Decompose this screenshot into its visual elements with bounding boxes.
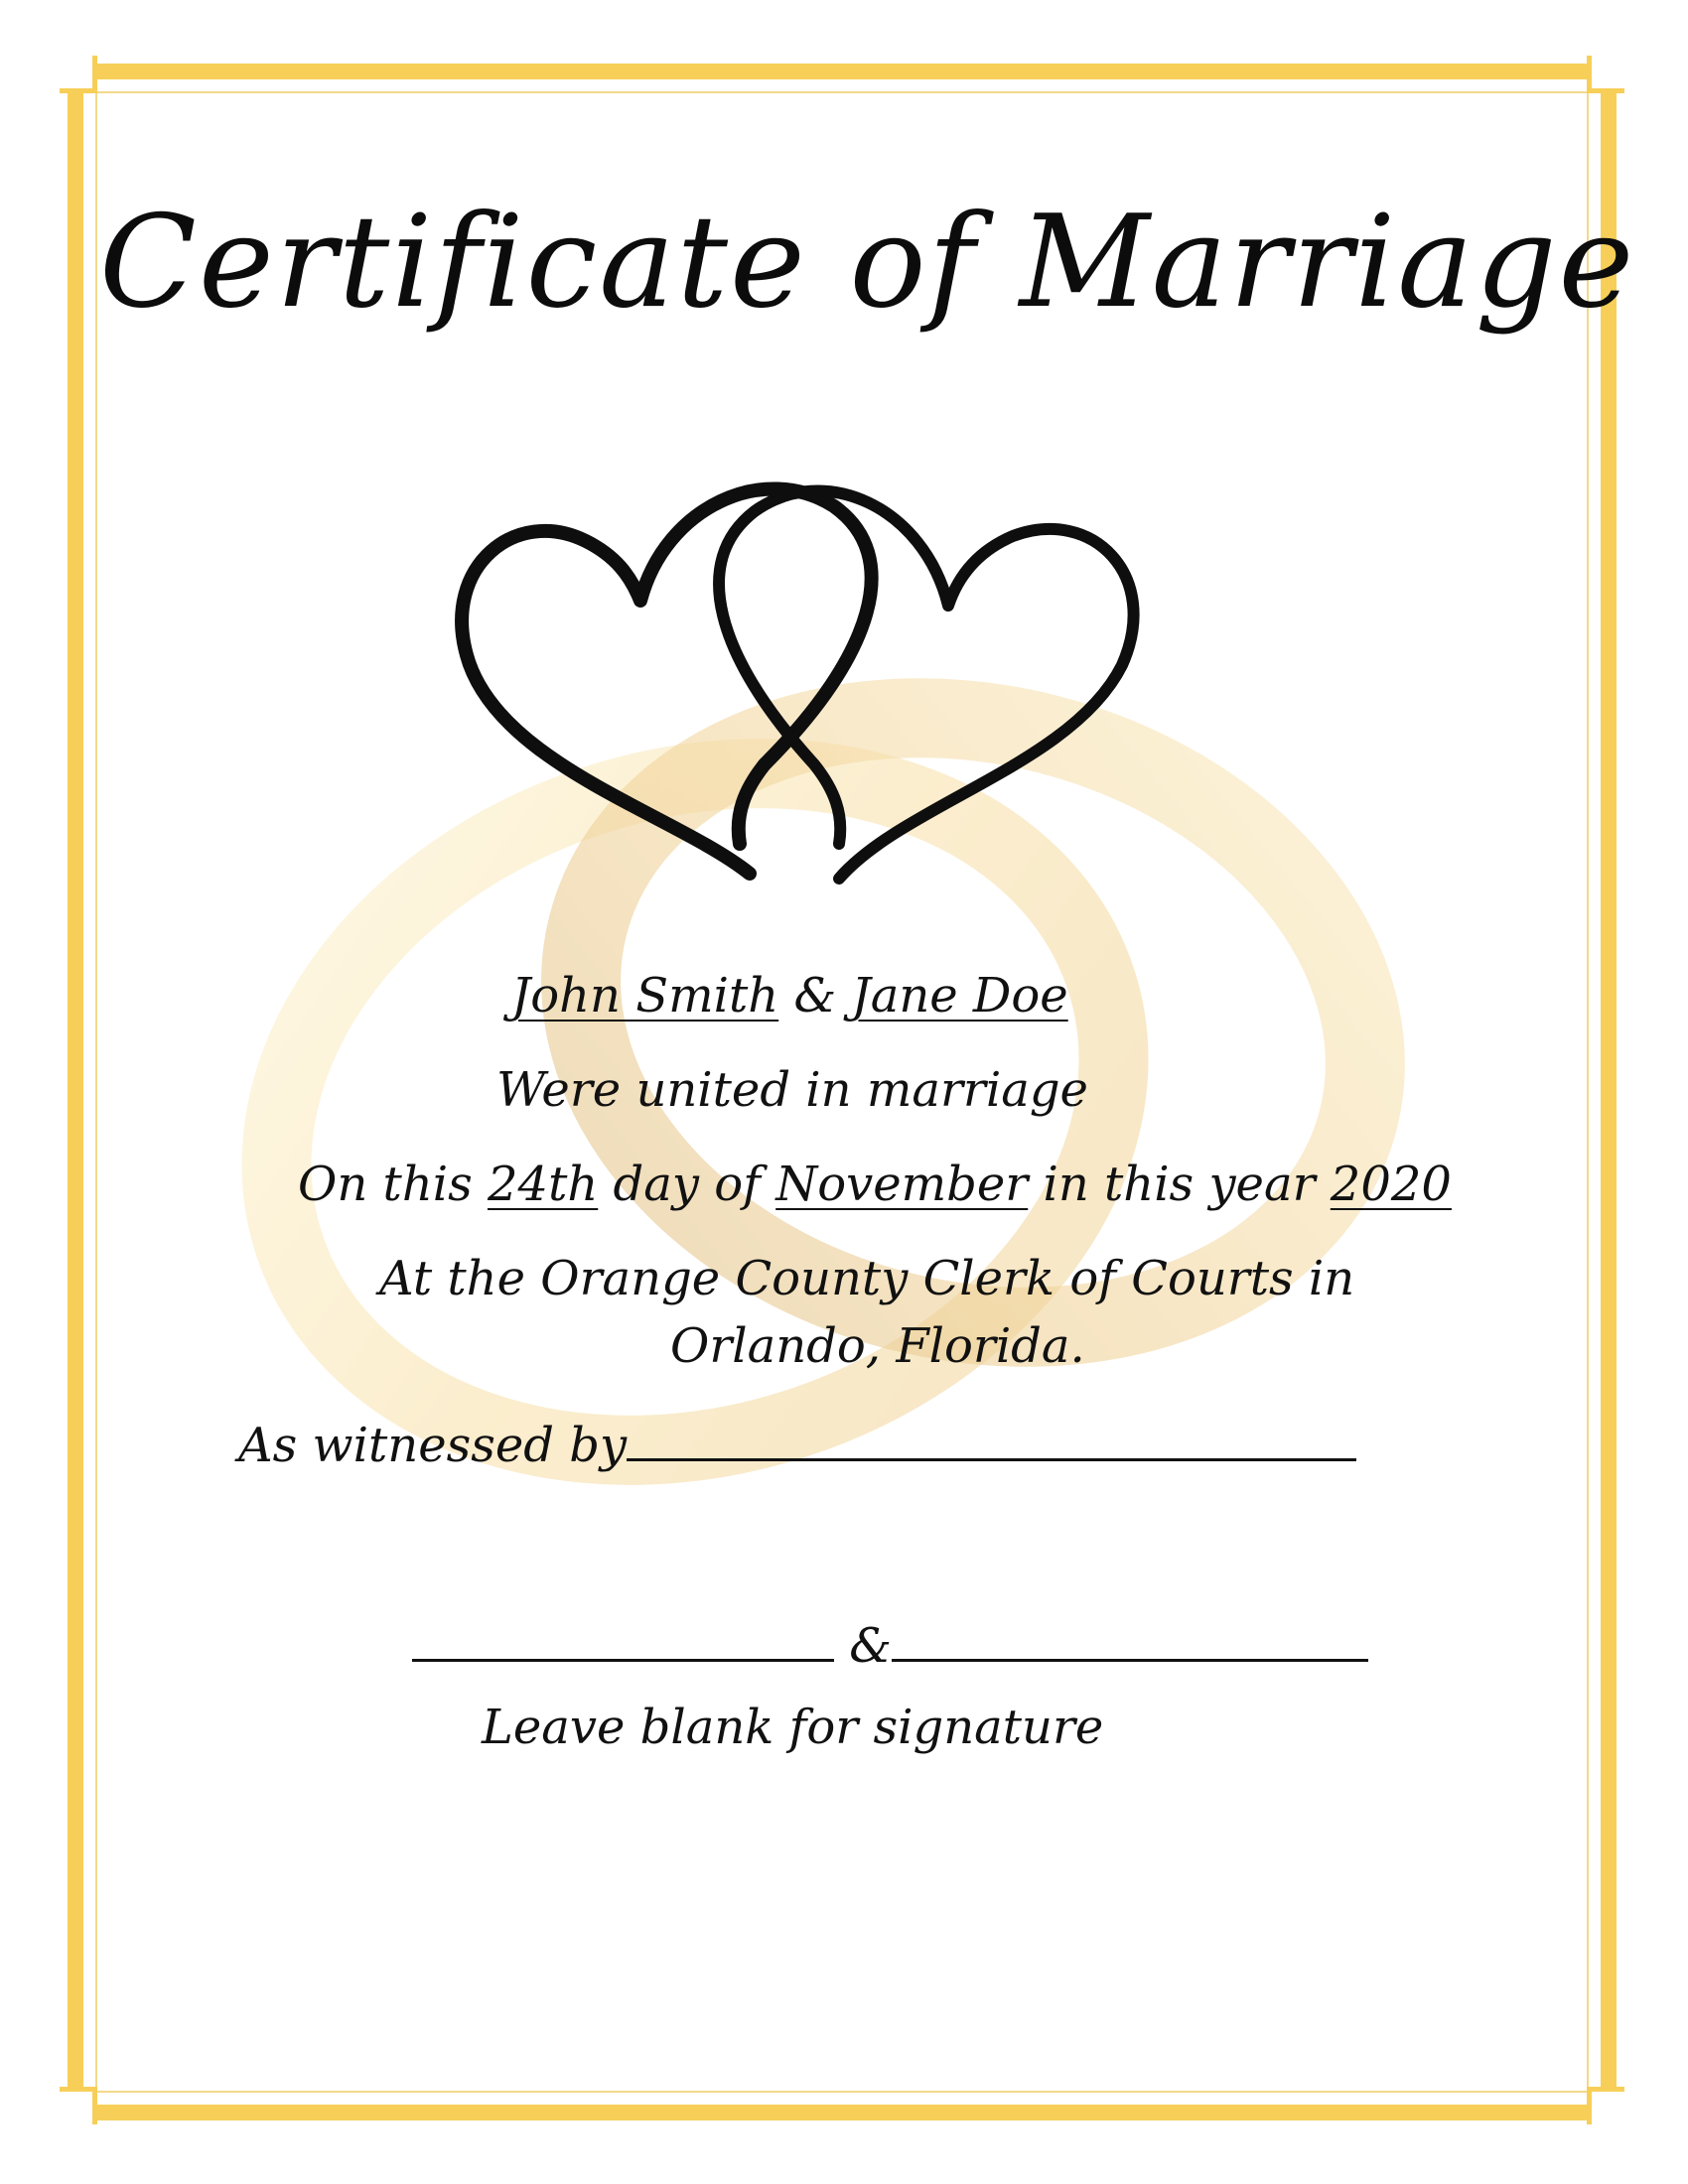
couple-names-line [511,968,1068,1024]
witness-line [238,1418,1356,1473]
witness-label: As witnessed by [238,1418,628,1473]
marriage-month: November [775,1157,1029,1212]
border-corner-bottom-left [60,2087,97,2124]
partner-two-name: Jane Doe [851,968,1068,1024]
day-of-text: day of [613,1157,761,1212]
certificate-title: Certificate of Marriage [99,189,1636,337]
date-prefix: On this [298,1157,473,1212]
signature-blank-left[interactable] [412,1658,834,1662]
names-ampersand: & [793,968,837,1024]
witness-signature-blank[interactable] [627,1457,1356,1461]
place-line-1: At the Orange County Clerk of Courts in [379,1251,1355,1306]
date-line [298,1157,1452,1212]
marriage-day: 24th [487,1157,599,1212]
place-line-2: Orlando, Florida. [670,1318,1085,1374]
marriage-year: 2020 [1330,1157,1452,1212]
signature-ampersand: & [849,1618,892,1674]
signature-blank-right[interactable] [892,1658,1368,1662]
year-text: in this year [1043,1157,1316,1212]
partner-one-name: John Smith [511,968,779,1024]
border-corner-top-left [60,56,97,93]
border-corner-top-right [1587,56,1624,93]
border-corner-bottom-right [1587,2087,1624,2124]
intertwined-hearts-icon [437,467,1172,903]
signature-note: Leave blank for signature [482,1700,1104,1755]
signature-line [412,1618,1368,1674]
united-line: Were united in marriage [496,1062,1088,1118]
